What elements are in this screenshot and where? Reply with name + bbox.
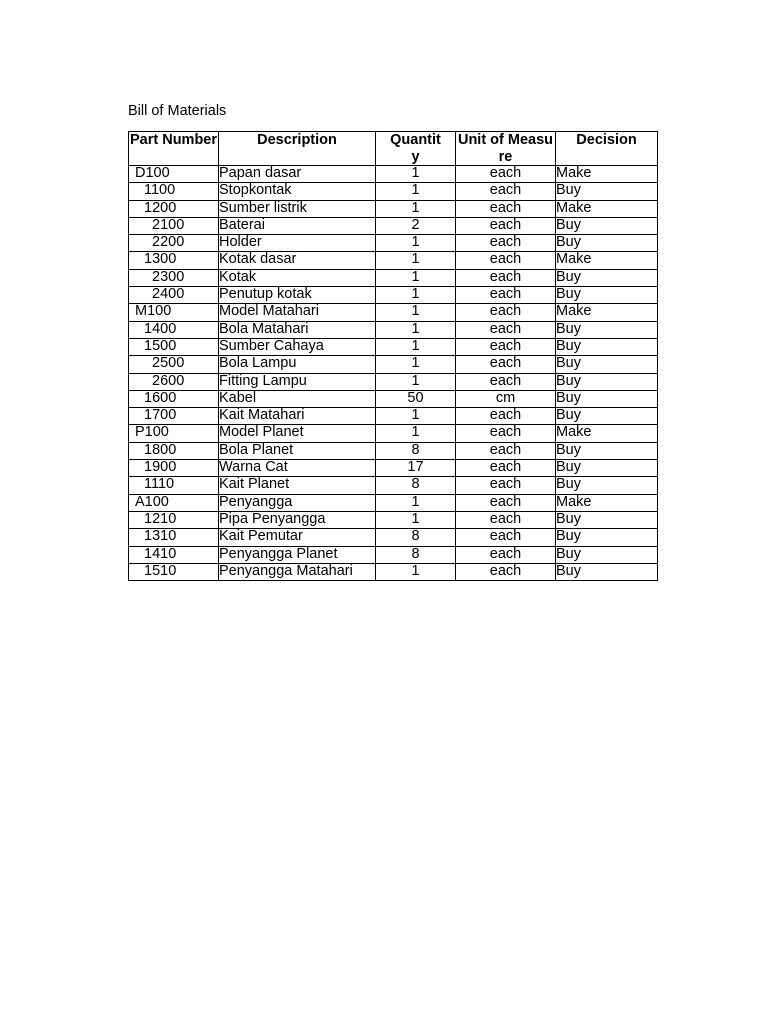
unit-of-measure-cell: each bbox=[456, 217, 556, 234]
quantity-cell: 1 bbox=[376, 563, 456, 580]
table-row bbox=[129, 529, 658, 546]
header-decision: Decision bbox=[556, 132, 658, 166]
description-cell: Model Matahari bbox=[219, 304, 376, 321]
quantity-cell: 1 bbox=[376, 183, 456, 200]
quantity-cell: 2 bbox=[376, 217, 456, 234]
unit-of-measure-cell: each bbox=[456, 304, 556, 321]
part-number-cell: 1400 bbox=[129, 321, 219, 338]
quantity-cell: 1 bbox=[376, 252, 456, 269]
unit-of-measure-cell: each bbox=[456, 373, 556, 390]
part-number-cell: P100 bbox=[129, 425, 219, 442]
unit-of-measure-cell: each bbox=[456, 563, 556, 580]
header-quantity bbox=[376, 132, 456, 166]
header-quantity-line2: y bbox=[411, 148, 420, 165]
unit-of-measure-cell: each bbox=[456, 408, 556, 425]
table-row bbox=[129, 200, 658, 217]
decision-cell: Buy bbox=[556, 546, 658, 563]
decision-cell: Buy bbox=[556, 373, 658, 390]
unit-of-measure-cell: each bbox=[456, 546, 556, 563]
quantity-cell: 17 bbox=[376, 460, 456, 477]
unit-of-measure-cell: each bbox=[456, 460, 556, 477]
part-number-cell: 2300 bbox=[129, 269, 219, 286]
table-row bbox=[129, 546, 658, 563]
part-number-cell: M100 bbox=[129, 304, 219, 321]
decision-cell: Buy bbox=[556, 390, 658, 407]
decision-cell: Buy bbox=[556, 338, 658, 355]
table-row bbox=[129, 425, 658, 442]
decision-cell: Buy bbox=[556, 442, 658, 459]
table-row bbox=[129, 494, 658, 511]
unit-of-measure-cell: each bbox=[456, 425, 556, 442]
part-number-cell: 1300 bbox=[129, 252, 219, 269]
description-cell: Kotak bbox=[219, 269, 376, 286]
unit-of-measure-cell: each bbox=[456, 338, 556, 355]
table-header-row bbox=[129, 132, 658, 166]
decision-cell: Buy bbox=[556, 460, 658, 477]
quantity-cell: 50 bbox=[376, 390, 456, 407]
description-cell: Warna Cat bbox=[219, 460, 376, 477]
table-row bbox=[129, 442, 658, 459]
part-number-cell: 1310 bbox=[129, 529, 219, 546]
header-part-number: Part Number bbox=[129, 132, 219, 166]
unit-of-measure-cell: each bbox=[456, 511, 556, 528]
unit-of-measure-cell: each bbox=[456, 183, 556, 200]
quantity-cell: 8 bbox=[376, 442, 456, 459]
unit-of-measure-cell: each bbox=[456, 287, 556, 304]
part-number-cell: 1700 bbox=[129, 408, 219, 425]
description-cell: Bola Planet bbox=[219, 442, 376, 459]
description-cell: Penyangga bbox=[219, 494, 376, 511]
part-number-cell: 2600 bbox=[129, 373, 219, 390]
table-row bbox=[129, 338, 658, 355]
quantity-cell: 8 bbox=[376, 529, 456, 546]
table-row bbox=[129, 252, 658, 269]
decision-cell: Buy bbox=[556, 511, 658, 528]
decision-cell: Make bbox=[556, 200, 658, 217]
table-row bbox=[129, 321, 658, 338]
description-cell: Baterai bbox=[219, 217, 376, 234]
decision-cell: Buy bbox=[556, 477, 658, 494]
unit-of-measure-cell: each bbox=[456, 166, 556, 183]
description-cell: Kabel bbox=[219, 390, 376, 407]
decision-cell: Buy bbox=[556, 217, 658, 234]
table-row bbox=[129, 269, 658, 286]
quantity-cell: 1 bbox=[376, 494, 456, 511]
table-row bbox=[129, 183, 658, 200]
table-row bbox=[129, 477, 658, 494]
part-number-cell: 2400 bbox=[129, 287, 219, 304]
quantity-cell: 1 bbox=[376, 338, 456, 355]
decision-cell: Make bbox=[556, 494, 658, 511]
description-cell: Model Planet bbox=[219, 425, 376, 442]
unit-of-measure-cell: each bbox=[456, 356, 556, 373]
decision-cell: Buy bbox=[556, 356, 658, 373]
header-description: Description bbox=[219, 132, 376, 166]
part-number-cell: 1900 bbox=[129, 460, 219, 477]
part-number-cell: 1200 bbox=[129, 200, 219, 217]
part-number-cell: 1110 bbox=[129, 477, 219, 494]
decision-cell: Make bbox=[556, 304, 658, 321]
unit-of-measure-cell: each bbox=[456, 235, 556, 252]
decision-cell: Buy bbox=[556, 235, 658, 252]
document-title: Bill of Materials bbox=[128, 103, 227, 119]
part-number-cell: 2500 bbox=[129, 356, 219, 373]
part-number-cell: 1510 bbox=[129, 563, 219, 580]
decision-cell: Buy bbox=[556, 183, 658, 200]
description-cell: Kait Pemutar bbox=[219, 529, 376, 546]
description-cell: Sumber listrik bbox=[219, 200, 376, 217]
quantity-cell: 1 bbox=[376, 408, 456, 425]
table-row bbox=[129, 217, 658, 234]
description-cell: Penyangga Planet bbox=[219, 546, 376, 563]
header-quantity-line1: Quantit bbox=[390, 132, 441, 148]
table-row bbox=[129, 356, 658, 373]
part-number-cell: 1210 bbox=[129, 511, 219, 528]
decision-cell: Buy bbox=[556, 287, 658, 304]
quantity-cell: 1 bbox=[376, 356, 456, 373]
unit-of-measure-cell: each bbox=[456, 529, 556, 546]
quantity-cell: 1 bbox=[376, 425, 456, 442]
quantity-cell: 1 bbox=[376, 269, 456, 286]
description-cell: Bola Matahari bbox=[219, 321, 376, 338]
table-row bbox=[129, 460, 658, 477]
description-cell: Papan dasar bbox=[219, 166, 376, 183]
decision-cell: Make bbox=[556, 425, 658, 442]
part-number-cell: 1500 bbox=[129, 338, 219, 355]
table-row bbox=[129, 563, 658, 580]
quantity-cell: 8 bbox=[376, 477, 456, 494]
quantity-cell: 1 bbox=[376, 321, 456, 338]
description-cell: Bola Lampu bbox=[219, 356, 376, 373]
description-cell: Penutup kotak bbox=[219, 287, 376, 304]
quantity-cell: 1 bbox=[376, 200, 456, 217]
unit-of-measure-cell: each bbox=[456, 252, 556, 269]
decision-cell: Make bbox=[556, 252, 658, 269]
part-number-cell: 1100 bbox=[129, 183, 219, 200]
unit-of-measure-cell: each bbox=[456, 477, 556, 494]
quantity-cell: 1 bbox=[376, 373, 456, 390]
unit-of-measure-cell: each bbox=[456, 200, 556, 217]
decision-cell: Buy bbox=[556, 269, 658, 286]
description-cell: Holder bbox=[219, 235, 376, 252]
unit-of-measure-cell: each bbox=[456, 494, 556, 511]
part-number-cell: 2200 bbox=[129, 235, 219, 252]
table-body bbox=[129, 166, 658, 581]
part-number-cell: 1410 bbox=[129, 546, 219, 563]
table-row bbox=[129, 304, 658, 321]
description-cell: Penyangga Matahari bbox=[219, 563, 376, 580]
decision-cell: Buy bbox=[556, 529, 658, 546]
description-cell: Pipa Penyangga bbox=[219, 511, 376, 528]
part-number-cell: 1600 bbox=[129, 390, 219, 407]
unit-of-measure-cell: each bbox=[456, 321, 556, 338]
quantity-cell: 1 bbox=[376, 287, 456, 304]
decision-cell: Buy bbox=[556, 563, 658, 580]
part-number-cell: A100 bbox=[129, 494, 219, 511]
description-cell: Stopkontak bbox=[219, 183, 376, 200]
quantity-cell: 8 bbox=[376, 546, 456, 563]
part-number-cell: D100 bbox=[129, 166, 219, 183]
table-row bbox=[129, 166, 658, 183]
quantity-cell: 1 bbox=[376, 304, 456, 321]
unit-of-measure-cell: each bbox=[456, 269, 556, 286]
unit-of-measure-cell: cm bbox=[456, 390, 556, 407]
description-cell: Kotak dasar bbox=[219, 252, 376, 269]
decision-cell: Buy bbox=[556, 408, 658, 425]
quantity-cell: 1 bbox=[376, 511, 456, 528]
decision-cell: Make bbox=[556, 166, 658, 183]
decision-cell: Buy bbox=[556, 321, 658, 338]
table-row bbox=[129, 287, 658, 304]
quantity-cell: 1 bbox=[376, 235, 456, 252]
part-number-cell: 1800 bbox=[129, 442, 219, 459]
description-cell: Fitting Lampu bbox=[219, 373, 376, 390]
part-number-cell: 2100 bbox=[129, 217, 219, 234]
table-row bbox=[129, 235, 658, 252]
description-cell: Kait Matahari bbox=[219, 408, 376, 425]
table-row bbox=[129, 373, 658, 390]
table-row bbox=[129, 390, 658, 407]
unit-of-measure-cell: each bbox=[456, 442, 556, 459]
table-row bbox=[129, 408, 658, 425]
header-unit-of-measure: Unit of Measure bbox=[456, 132, 556, 166]
bill-of-materials-table bbox=[128, 131, 658, 581]
quantity-cell: 1 bbox=[376, 166, 456, 183]
table-row bbox=[129, 511, 658, 528]
description-cell: Kait Planet bbox=[219, 477, 376, 494]
description-cell: Sumber Cahaya bbox=[219, 338, 376, 355]
